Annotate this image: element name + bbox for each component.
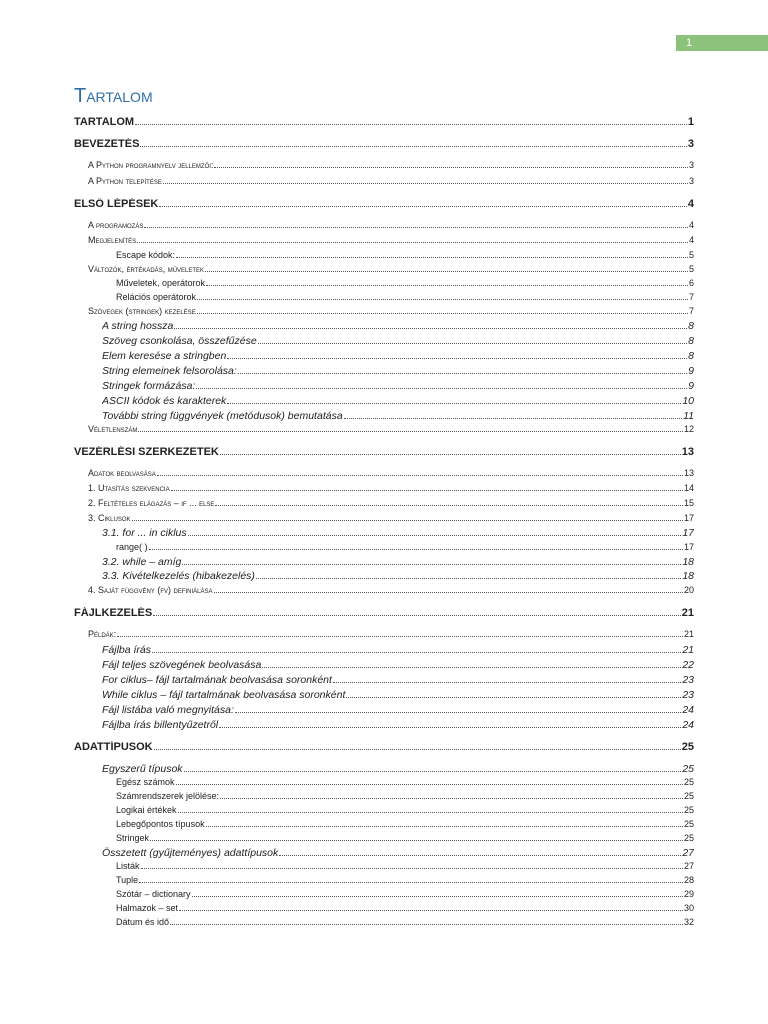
toc-entry[interactable] [116,903,694,913]
toc-entry-page: 20 [683,585,694,595]
toc-entry-page: 24 [682,704,694,716]
toc-leader-dots [163,177,688,184]
toc-entry-title: Megjelenítés [88,235,137,245]
toc-entry-title: Szótár – dictionary [116,889,191,899]
toc-leader-dots [157,469,683,476]
toc-leader-dots [206,820,683,827]
toc-entry-page: 18 [682,556,694,568]
toc-entry-title: A string hossza [102,320,174,332]
toc-entry-title: String elemeinek felsorolása: [102,365,237,377]
toc-leader-dots [138,425,683,432]
toc-leader-dots [219,720,681,728]
toc-entry-page: 25 [683,833,694,843]
toc-entry[interactable] [88,424,694,434]
toc-entry-page: 18 [682,570,694,582]
toc-entry[interactable] [88,235,694,245]
toc-entry-page: 25 [683,805,694,815]
toc-leader-dots [117,630,683,637]
toc-leader-dots [214,586,683,593]
toc-entry-page: 32 [683,917,694,927]
toc-entry-title: Lebegőpontos típusok [116,819,205,829]
toc-leader-dots [215,499,683,506]
toc-entry-page: 1 [687,116,694,128]
toc-leader-dots [220,792,683,799]
toc-entry[interactable] [88,220,694,230]
toc-entry[interactable] [88,176,694,186]
toc-entry-page: 17 [683,513,694,523]
toc-leader-dots [182,557,681,565]
toc-entry-page: 9 [688,380,694,392]
toc-entry[interactable] [102,659,694,671]
toc-entry[interactable] [116,861,694,871]
toc-entry-page: 25 [683,791,694,801]
toc-entry[interactable] [88,629,694,639]
toc-entry-page: 4 [687,198,694,210]
toc-entry-title: Tuple [116,875,139,885]
toc-entry-page: 15 [683,498,694,508]
toc-entry[interactable] [116,791,694,801]
toc-entry[interactable] [74,116,694,128]
toc-leader-dots [192,890,683,897]
toc-entry-page: 6 [688,278,694,288]
toc-entry-page: 4 [688,220,694,230]
toc-entry-title: FÁJLKEZELÉS [74,607,153,619]
toc-entry-page: 13 [681,446,694,458]
toc-entry[interactable] [116,292,694,302]
toc-entry-title: ASCII kódok és karakterek [102,395,227,407]
toc-entry-page: 23 [682,674,694,686]
toc-leader-dots [256,571,681,579]
toc-leader-dots [197,293,688,300]
toc-entry-page: 17 [682,527,694,539]
toc-entry-title: 3. Ciklusok [88,513,131,523]
toc-entry-page: 17 [683,542,694,552]
toc-entry-title: Elem keresése a stringben [102,350,227,362]
toc-entry-page: 7 [688,292,694,302]
toc-leader-dots [178,806,683,813]
toc-entry-page: 23 [682,689,694,701]
toc-entry[interactable] [102,689,694,701]
toc-leader-dots [144,221,688,228]
toc-leader-dots [150,834,683,841]
toc-leader-dots [170,918,683,925]
toc-leader-dots [227,396,681,404]
toc-entry[interactable] [88,306,694,316]
toc-entry-title: 3.1. for ... in ciklus [102,527,187,539]
toc-entry[interactable] [88,498,694,508]
toc-entry-title: A Python programnyelv jellemzői: [88,160,214,170]
toc-title: Tartalom [74,85,153,107]
toc-entry-title: Egyszerű típusok [102,763,183,775]
toc-entry-page: 21 [681,607,694,619]
toc-entry[interactable] [102,380,694,392]
toc-entry[interactable] [116,917,694,927]
toc-entry[interactable] [88,160,694,170]
toc-leader-dots [227,351,687,359]
toc-entry-title: 3.3. Kivételkezelés (hibakezelés) [102,570,255,582]
toc-entry[interactable] [102,704,694,716]
toc-leader-dots [135,116,687,125]
toc-entry[interactable] [116,819,694,829]
toc-entry-page: 12 [683,424,694,434]
toc-leader-dots [184,764,682,772]
toc-entry[interactable] [102,335,694,347]
toc-entry[interactable] [102,410,694,422]
toc-entry-title: Halmazok – set [116,903,179,913]
toc-leader-dots [132,514,683,521]
toc-leader-dots [214,161,688,168]
page-number: 1 [686,37,693,49]
toc-leader-dots [346,690,681,698]
toc-leader-dots [238,366,687,374]
toc-entry[interactable] [102,365,694,377]
toc-entry[interactable] [88,483,694,493]
toc-entry-page: 30 [683,903,694,913]
toc-entry[interactable] [74,741,694,753]
toc-entry-page: 11 [683,410,694,422]
toc-entry-title: Stringek [116,833,150,843]
toc-entry-title: Listák [116,861,140,871]
toc-entry-page: 28 [683,875,694,885]
toc-leader-dots [188,528,682,536]
toc-entry[interactable] [116,833,694,843]
toc-leader-dots [333,675,681,683]
toc-entry-title: 2. Feltételes elágazás – if ... else [88,498,215,508]
toc-entry[interactable] [116,542,694,552]
toc-entry-title: Fájl listába való megnyitása: [102,704,234,716]
toc-entry-title: Fájlba írás billentyűzetről [102,719,219,731]
toc-entry[interactable] [102,395,694,407]
toc-entry[interactable] [88,585,694,595]
toc-entry-title: While ciklus – fájl tartalmának beolvasása soronként [102,689,346,701]
toc-entry-title: Változók, értékadás, műveletek [88,264,205,274]
toc-entry-title: For ciklus– fájl tartalmának beolvasása soronként [102,674,332,686]
toc-entry-title: Példák: [88,629,117,639]
toc-entry-title: Relációs operátorok [116,292,197,302]
toc-entry-title: Stringek formázása: [102,380,196,392]
toc-leader-dots [176,251,688,258]
toc-entry[interactable] [102,847,694,859]
toc-leader-dots [154,741,681,750]
toc-entry-page: 25 [683,777,694,787]
toc-entry[interactable] [102,763,694,775]
toc-entry-page: 22 [682,659,694,671]
toc-entry[interactable] [102,527,694,539]
toc-entry-title: range( ) [116,542,148,552]
toc-entry-title: Egész számok [116,777,175,787]
toc-entry-title: VEZÉRLÉSI SZERKEZETEK [74,446,219,458]
toc-entry[interactable] [88,468,694,478]
toc-leader-dots [176,778,683,785]
toc-entry-title: Összetett (gyűjteményes) adattípusok [102,847,279,859]
toc-entry[interactable] [116,805,694,815]
toc-entry[interactable] [102,719,694,731]
toc-leader-dots [196,381,687,389]
toc-entry[interactable] [74,446,694,458]
toc-entry-page: 21 [683,629,694,639]
toc-entry-page: 9 [688,365,694,377]
toc-entry-page: 14 [683,483,694,493]
toc-entry[interactable] [102,570,694,582]
toc-entry-page: 8 [688,335,694,347]
toc-entry-page: 3 [688,176,694,186]
toc-leader-dots [174,321,687,329]
toc-leader-dots [139,876,683,883]
toc-entry[interactable] [88,513,694,523]
toc-entry[interactable] [116,875,694,885]
toc-entry[interactable] [102,674,694,686]
toc-leader-dots [235,705,681,713]
toc-leader-dots [279,848,681,856]
toc-entry-page: 5 [688,264,694,274]
toc-entry-page: 27 [683,861,694,871]
toc-entry-title: Escape kódok: [116,250,176,260]
toc-entry[interactable] [116,889,694,899]
toc-entry-title: ELSŐ LÉPÉSEK [74,198,159,210]
toc-leader-dots [344,411,682,419]
toc-entry-title: Dátum és idő [116,917,170,927]
toc-entry-title: Fájlba írás [102,644,152,656]
toc-entry-title: BEVEZETÉS [74,138,140,150]
toc-entry-title: Fájl teljes szövegének beolvasása [102,659,262,671]
toc-entry[interactable] [102,320,694,332]
toc-entry[interactable] [102,556,694,568]
toc-entry-page: 4 [688,235,694,245]
toc-leader-dots [159,198,687,207]
toc-entry[interactable] [102,644,694,656]
toc-entry-page: 21 [682,644,694,656]
toc-entry-title: Véletlenszám [88,424,138,434]
toc-entry-title: Szöveg csonkolása, összefűzése [102,335,257,347]
toc-entry-title: 4. Saját függvény (fv) definiálása [88,585,213,595]
toc-entry-title: TARTALOM [74,116,135,128]
toc-entry-title: A programozás [88,220,144,230]
toc-entry-page: 29 [683,889,694,899]
toc-entry-page: 8 [688,350,694,362]
toc-entry-page: 7 [688,306,694,316]
toc-leader-dots [149,543,683,550]
toc-entry-page: 25 [681,741,694,753]
toc-entry-page: 27 [682,847,694,859]
toc-entry-page: 24 [682,719,694,731]
toc-entry[interactable] [102,350,694,362]
toc-leader-dots [206,279,688,286]
toc-leader-dots [140,138,686,147]
toc-entry-title: További string függvények (metódusok) bemutatása [102,410,343,422]
toc-leader-dots [197,307,688,314]
toc-entry[interactable] [74,198,694,210]
toc-leader-dots [205,265,688,272]
toc-leader-dots [262,660,681,668]
toc-entry-page: 3 [687,138,694,150]
toc-entry[interactable] [74,607,694,619]
toc-leader-dots [152,645,681,653]
toc-leader-dots [171,484,683,491]
toc-entry-page: 3 [688,160,694,170]
toc-entry[interactable] [74,138,694,150]
toc-entry[interactable] [116,278,694,288]
toc-leader-dots [220,446,681,455]
toc-entry[interactable] [116,250,694,260]
toc-entry-title: A Python telepítése [88,176,162,186]
toc-leader-dots [137,236,688,243]
toc-entry-page: 10 [682,395,694,407]
toc-entry-page: 8 [688,320,694,332]
toc-entry-title: Logikai értékek [116,805,177,815]
toc-leader-dots [179,904,683,911]
toc-entry-title: Számrendszerek jelölése: [116,791,220,801]
toc-leader-dots [141,862,683,869]
toc-entry-title: Szövegek (stringek) kezelése [88,306,196,316]
toc-leader-dots [258,336,687,344]
toc-entry-title: Adatok beolvasása [88,468,156,478]
toc-entry-title: Műveletek, operátorok [116,278,206,288]
toc-entry-page: 13 [683,468,694,478]
toc-entry-page: 25 [683,819,694,829]
toc-entry-title: 3.2. while – amíg [102,556,182,568]
toc-entry-page: 5 [688,250,694,260]
toc-entry-title: 1. Utasítás szekvencia [88,483,170,493]
toc-entry[interactable] [116,777,694,787]
toc-entry[interactable] [88,264,694,274]
toc-leader-dots [153,607,681,616]
toc-entry-title: ADATTÍPUSOK [74,741,153,753]
toc-entry-page: 25 [682,763,694,775]
